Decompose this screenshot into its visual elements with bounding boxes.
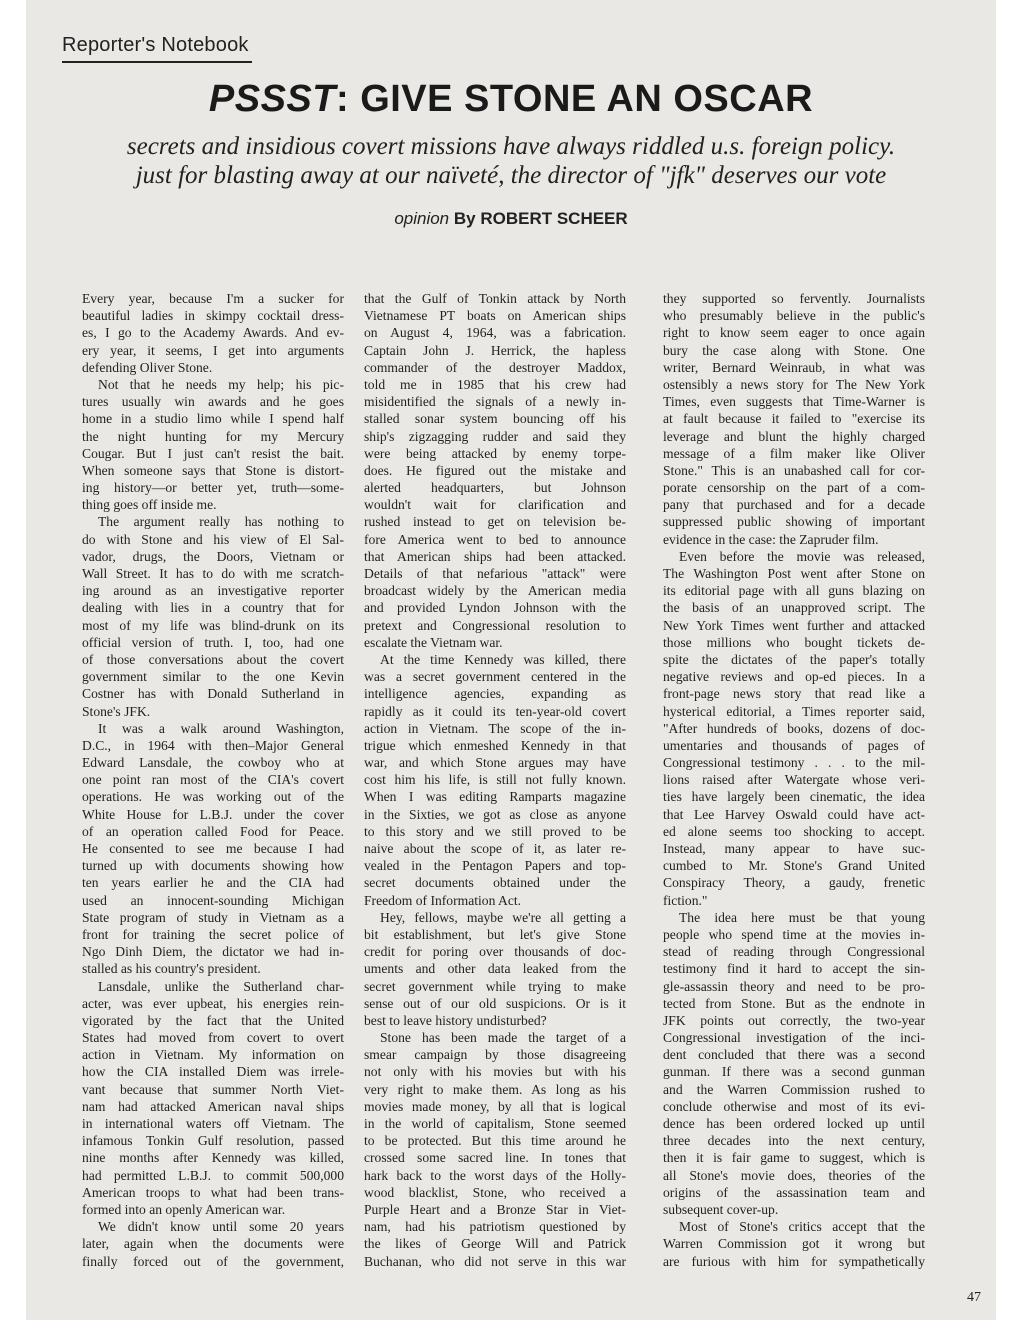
article-line: The Washington Post went after Stone on [663,566,925,581]
article-line: American troops to what had been trans- [82,1184,344,1200]
article-line: Every year, because I'm a sucker for [82,291,344,306]
page-number: 47 [967,1290,981,1305]
article-line: Stone." This is an unabashed call for cor- [663,462,925,478]
article-line: D.C., in 1964 with then–Major General [82,737,344,753]
article-line: He consented to see me because I had [82,841,344,856]
deck-line: secrets and insidious covert missions have always riddled u.s. foreign policy. [126,133,896,160]
article-line: nam had attacked American naval ships [82,1098,344,1114]
article-line: Freedom of Information Act. [364,892,522,908]
article-line: defending Oliver Stone. [82,359,213,375]
headline [26,78,996,121]
article-line: were being attacked by enemy torpe- [364,445,626,461]
byline [26,209,996,229]
article-line: does. He figured out the mistake and [364,462,626,478]
section-rule [62,61,252,63]
article-line: home in a studio limo while I spend half [82,411,344,427]
article-line: ties have largely been cinematic, the idea [663,789,925,805]
article-line: stalled sonar system bouncing off his [364,411,626,427]
headline-emphasis: PSSST [208,78,336,120]
article-line: war, and which Stone argues may have [364,755,626,771]
article-line: New York Times went further and attacked [663,617,925,633]
article-line: official version of truth. I, too, had one [82,634,344,650]
article-line: to be protected. But this time around he [364,1133,626,1149]
article-line: Vietnamese PT boats on American ships [364,308,626,324]
article-column-3 [663,290,925,1270]
article-line: States had moved from covert to overt [82,1030,344,1046]
article-line: State program of study in Vietnam as a [82,909,344,925]
article-line: fore America went to bed to announce [364,531,626,547]
section-label: Reporter's Notebook [62,34,249,56]
article-line: smear campaign by those disagreeing [364,1047,626,1063]
article-line: subsequent cover-up. [663,1201,779,1217]
article-line: how the CIA installed Diem was irrele- [82,1064,344,1080]
article-line: Times, even suggests that Time-Warner is [663,394,925,410]
article-line: the basis of an unapproved script. The [663,600,925,616]
article-line: beautiful ladies in skimpy cocktail dress- [82,308,344,324]
article-line: hark back to the worst days of the Holly- [364,1167,626,1183]
article-line: one point ran most of the CIA's covert [82,772,344,788]
article-line: Purple Heart and a Bronze Star in Viet- [364,1201,626,1217]
article-line: tures usually win awards and he goes [82,394,344,410]
article-line: suppressed public showing of important [663,514,925,530]
article-line: Details of that nefarious "attack" were [364,566,626,581]
article-line: Captain John J. Herrick, the hapless [364,342,626,358]
article-line: and the Warren Commission rushed to [663,1081,925,1097]
article-line: Instead, many appear to have suc- [663,841,925,856]
article-line: had permitted L.B.J. to commit 500,000 [82,1167,344,1183]
article-line: of an operation called Food for Peace. [82,823,344,839]
article-line: Even before the movie was released, [679,548,925,564]
article-line: that Lee Harvey Oswald could have act- [663,806,925,822]
article-line: ten years earlier he and the CIA had [82,875,344,891]
article-line: Cougar. But I just can't resist the bait. [82,445,344,461]
article-line: bit establishment, but let's give Stone [364,926,626,942]
article-line: leverage and blunt the highly charged [663,428,925,444]
article-line: in the Sixties, we got as close as anyone [364,806,626,822]
article-line: later, again when the documents were [82,1236,344,1252]
article-line: When someone says that Stone is distort- [82,462,344,478]
article-line: Wall Street. It has to do with me scratch- [82,566,344,581]
article-line: Buchanan, who did not serve in this war [364,1253,626,1269]
article-line: to this story and we still proved to be [364,823,626,839]
article-line: wood blacklist, Stone, who received a [364,1184,626,1200]
article-line: stead of reading through Congressional [663,944,925,960]
article-line: acter, was ever upbeat, his energies rein- [82,995,344,1011]
article-line: action in Vietnam. The scope of the in- [364,720,626,736]
article-line: secret government while trying to make [364,978,626,994]
article-line: all Stone's movie does, theories of the [663,1167,925,1183]
article-line: that American ships had been attacked. [364,548,626,564]
article-line: formed into an openly American war. [82,1201,286,1217]
article-line: credit for poring over thousands of doc- [364,944,626,960]
article-line: Congressional investigation of the inci- [663,1030,925,1046]
article-line: Edward Lansdale, the cowboy who at [82,755,344,771]
article-line: its editorial page with all guns blazing on [663,583,925,599]
byline-author: By ROBERT SCHEER [453,209,628,228]
article-line: of those conversations about the covert [82,651,344,667]
article-line: fiction." [663,892,708,908]
article-line: very right to make them. As long as his [364,1081,626,1097]
article-line: rushed instead to get on television be- [364,514,626,530]
article-line: The argument really has nothing to [98,514,344,530]
article-line: rapidly as it could its ten-year-old covert [364,703,626,719]
article-line: alerted headquarters, but Johnson [364,480,626,496]
article-line: on August 4, 1964, was a fabrication. [364,325,626,341]
article-line: cost him his life, is still not fully known. [364,772,626,788]
article-line: the likes of George Will and Patrick [364,1236,626,1252]
article-line: ship's zigzagging rudder and said they [364,428,626,444]
article-line: pretext and Congressional resolution to [364,617,626,633]
article-line: negative reviews and op-ed pieces. In a [663,669,925,685]
article-line: Congressional testimony . . . to the mil- [663,755,925,771]
article-line: movies made money, by all that is logical [364,1098,626,1114]
deck [26,132,996,190]
article-line: those millions who bought tickets de- [663,634,925,650]
article-line: thing goes off inside me. [82,497,217,513]
article-line: wouldn't wait for clarification and [364,497,626,513]
article-line: naive about the scope of it, as later re- [364,841,626,856]
article-line: intelligence agencies, expanding as [364,686,626,702]
article-line: dence has been ordered locked up until [663,1116,925,1131]
article-line: writer, Bernard Weinraub, in what was [663,359,925,375]
article-line: evidence in the case: the Zapruder film. [663,531,879,547]
article-line: conclude otherwise and most of its evi- [663,1098,925,1114]
article-line: vigorated by the fact that the United [82,1012,344,1028]
article-line: nine months after Kennedy was killed, [82,1150,344,1166]
article-line: testimony find it hard to accept the sin- [663,961,925,977]
article-line: Stone's JFK. [82,703,151,719]
article-line: Most of Stone's critics accept that the [679,1219,925,1235]
article-line: When I was editing Ramparts magazine [364,789,626,805]
article-line: in international waters off Vietnam. The [82,1116,344,1131]
article-line: three decades into the next century, [663,1133,925,1149]
article-line: uments and other data leaked from the [364,961,626,977]
article-line: At the time Kennedy was killed, there [380,651,626,667]
article-line: Stone has been made the target of a [380,1030,626,1046]
article-line: they supported so fervently. Journalists [663,291,925,306]
article-line: right to know seem eager to once again [663,325,925,341]
article-line: pany that purchased and for a decade [663,497,925,513]
article-line: are furious with him for sympathetically [663,1253,925,1269]
article-line: porate censorship on the part of a com- [663,480,925,496]
article-line: and provided Lyndon Johnson with the [364,600,626,616]
article-line: trigue which enmeshed Kennedy in that [364,737,626,753]
article-line: dealing with lies in a country that for [82,600,344,616]
article-line: at fault because it failed to "exercise its [663,411,925,427]
article-line: that the Gulf of Tonkin attack by North [364,291,626,306]
article-line: do with Stone and his view of El Sal- [82,531,344,547]
article-line: Hey, fellows, maybe we're all getting a [380,909,626,925]
article-line: origins of the assassination team and [663,1184,925,1200]
article-line: best to leave history undisturbed? [364,1012,547,1028]
article-line: used an innocent-sounding Michigan [82,892,344,908]
article-line: cumbed to Mr. Stone's Grand United [663,858,925,874]
article-line: in the world of capitalism, Stone seemed [364,1116,626,1131]
article-column-1 [82,290,344,1270]
article-line: finally forced out of the government, [82,1253,344,1269]
article-line: commander of the destroyer Maddox, [364,359,626,375]
article-line: escalate the Vietnam war. [364,634,503,650]
article-line: front-page news story that read like a [663,686,925,702]
article-line: the night hunting for my Mercury [82,428,344,444]
article-line: secret documents obtained under the [364,875,626,891]
article-line: was a secret government centered in the [364,669,626,685]
article-line: most of my life was blind-drunk on its [82,617,344,633]
article-line: ed alone seems too shocking to accept. [663,823,925,839]
article-line: misidentified the signals of a newly in- [364,394,626,410]
article-line: lions raised after Watergate whose veri- [663,772,925,788]
article-line: nam, had his patriotism questioned by [364,1219,626,1235]
article-line: ing history—or better yet, truth—some- [82,480,344,496]
article-line: operations. He was working out of the [82,789,344,805]
article-line: It was a walk around Washington, [98,720,344,736]
article-line: White House for L.B.J. under the cover [82,806,344,822]
article-line: bury the case along with Stone. One [663,342,925,358]
article-line: vant because that summer North Viet- [82,1081,344,1097]
article-line: ing around as an investigative reporter [82,583,344,599]
article-line: told me in 1985 that his crew had [364,376,626,392]
article-line: spite the dictates of the paper's totally [663,651,925,667]
article-line: broadcast widely by the American media [364,583,626,599]
article-line: front for training the secret police of [82,926,344,942]
article-line: gunman. If there was a second gunman [663,1064,925,1080]
article-line: action in Vietnam. My information on [82,1047,344,1063]
article-line: Ngo Dinh Diem, the dictator we had in- [82,944,344,960]
article-line: Conspiracy Theory, a gaudy, frenetic [663,875,925,891]
article-line: gle-assassin theory and need to be pro- [663,978,925,994]
article-line: dent concluded that there was a second [663,1047,925,1063]
article-line: vealed in the Pentagon Papers and top- [364,858,626,874]
article-line: umentaries and thousands of pages of [663,737,925,753]
article-line: stalled as his country's president. [82,961,261,977]
headline-rest: : GIVE STONE AN OSCAR [335,78,814,120]
article-line: ostensibly a news story for The New York [663,376,925,392]
article-column-2 [364,290,626,1270]
byline-label: opinion [394,209,450,228]
article-line: sense out of our old suspicions. Or is it [364,995,626,1011]
article-line: government similar to the one Kevin [82,669,344,685]
article-line: We didn't know until some 20 years [98,1219,344,1235]
article-line: "After hundreds of books, dozens of doc- [663,720,925,736]
article-line: Not that he needs my help; his pic- [98,376,344,392]
article-line: then it is fair game to suggest, which is [663,1150,925,1166]
article-line: Warren Commission got it wrong but [663,1236,925,1252]
article-line: people who spend time at the movies in- [663,926,925,942]
article-line: JFK points out correctly, the two-year [663,1012,925,1028]
article-line: vador, drugs, the Doors, Vietnam or [82,548,344,564]
article-line: message of a film maker like Oliver [663,445,925,461]
article-line: tected from Stone. But as the endnote in [663,995,925,1011]
article-line: The idea here must be that young [679,909,925,925]
article-line: Lansdale, unlike the Sutherland char- [98,978,344,994]
article-line: es, I go to the Academy Awards. And ev- [82,325,344,341]
magazine-page [26,0,996,1320]
deck-line: just for blasting away at our naïveté, the director of "jfk" deserves our vote [135,162,887,189]
article-line: Costner has with Donald Sutherland in [82,686,344,702]
article-line: not only with his movies but with his [364,1064,626,1080]
article-line: infamous Tonkin Gulf resolution, passed [82,1133,344,1149]
article-line: ery year, it seems, I get into arguments [82,342,344,358]
article-line: crossed some sacred line. In tones that [364,1150,626,1166]
article-line: who presumably believe in the public's [663,308,925,324]
article-line: turned up with documents showing how [82,858,344,874]
article-line: hysterical editorial, a Times reporter said, [663,703,925,719]
